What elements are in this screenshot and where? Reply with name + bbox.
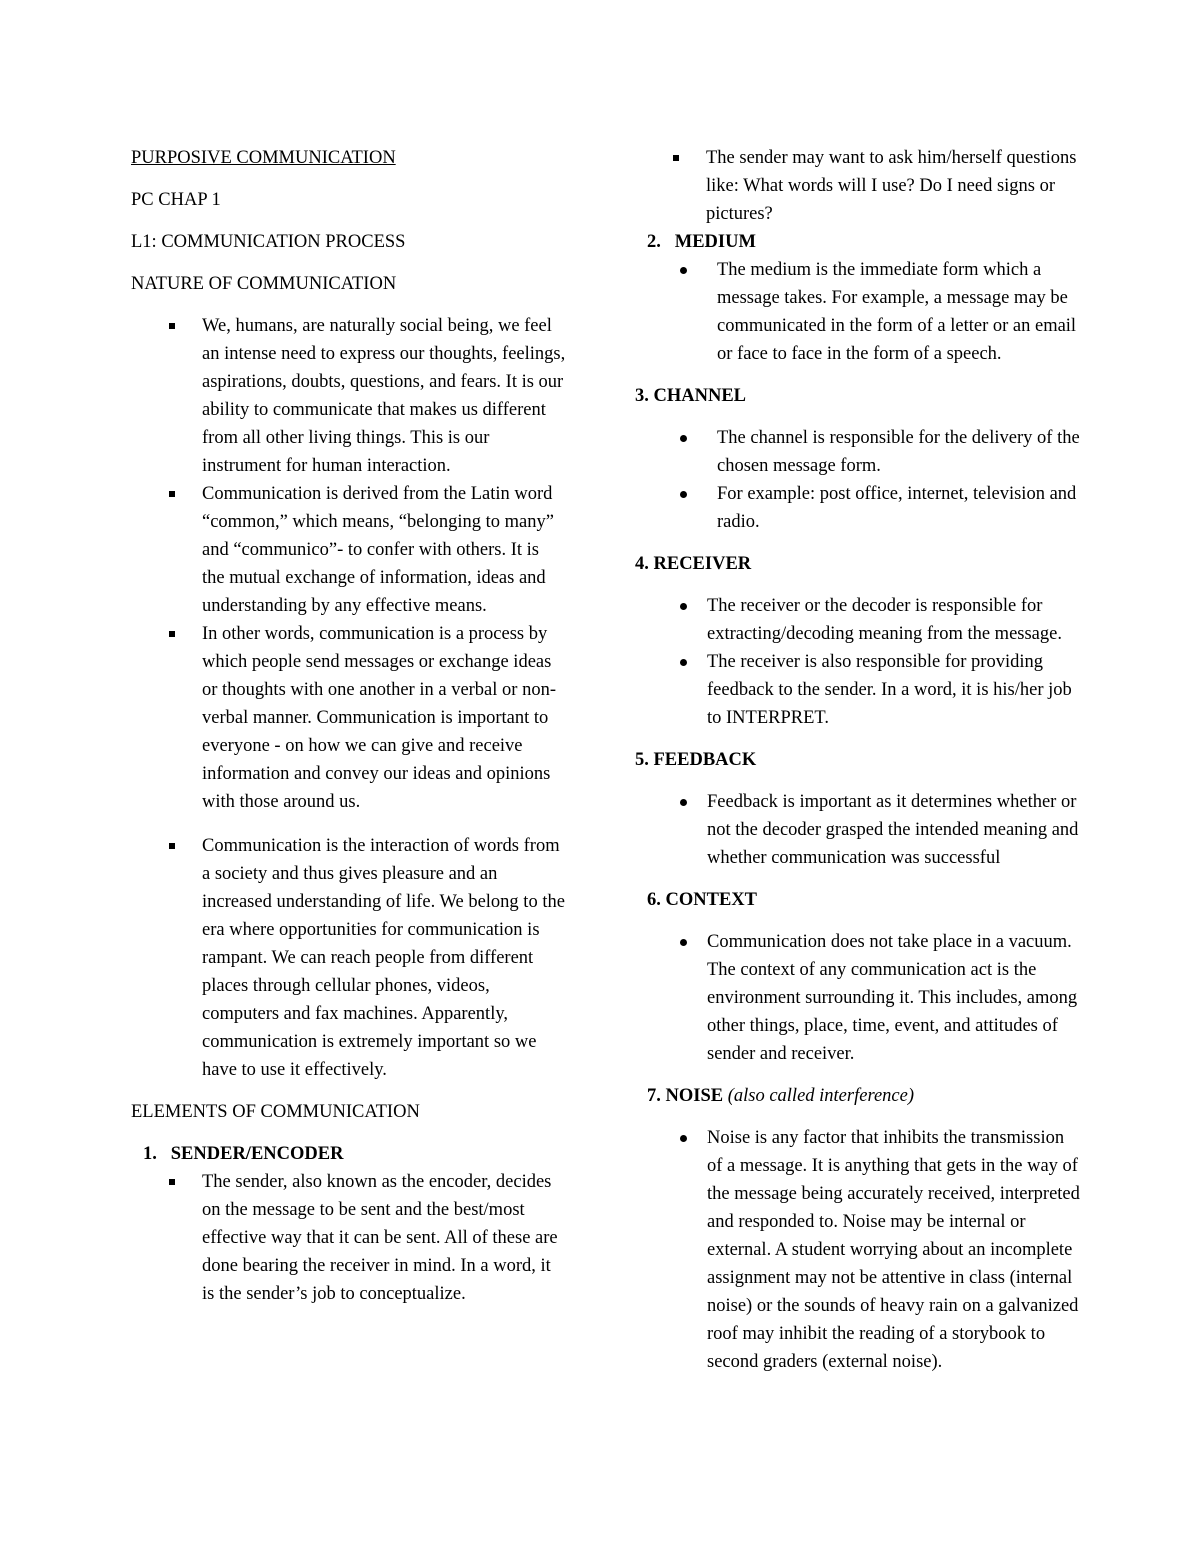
document-title: PURPOSIVE COMMUNICATION [131, 148, 396, 168]
list-item: Feedback is important as it determines whether or not the decoder grasped the intended meaning and whether communication was successful [635, 788, 1080, 872]
chapter-label: PC CHAP 1 [131, 190, 221, 210]
list-item: Noise is any factor that inhibits the transmission of a message. It is anything that gets in the way of the message being accurately received, interpreted and responded to. Noise may be internal or external. A student worrying about an incomplete assignment may not be attentive in class (internal noise) or the sounds of heavy rain on a galvanized roof may inhibit the reading of a storybook to second graders (external noise). [635, 1124, 1080, 1376]
list-item: In other words, communication is a process by which people send messages or exchange ideas or thoughts with one another in a verbal or non-verbal manner. Communication is important to everyone - on how we can give and receive information and convey our ideas and opinions with those around us. [131, 620, 566, 816]
list-item: The channel is responsible for the delivery of the chosen message form. [635, 424, 1080, 480]
list-item: Communication does not take place in a vacuum. The context of any communication act is the environment surrounding it. This includes, among other things, place, time, event, and attitudes of sender and receiver. [635, 928, 1080, 1068]
lesson-title: L1: COMMUNICATION PROCESS [131, 232, 406, 252]
sender-list [131, 1168, 566, 1308]
list-item: The receiver is also responsible for providing feedback to the sender. In a word, it is his/her job to INTERPRET. [635, 648, 1080, 732]
left-column [131, 144, 566, 1308]
receiver-heading: 4. RECEIVER [635, 554, 752, 574]
receiver-list [635, 592, 1080, 732]
medium-list [635, 256, 1080, 368]
list-item: The receiver or the decoder is responsible for extracting/decoding meaning from the message. [635, 592, 1080, 648]
list-item: Communication is the interaction of words from a society and thus gives pleasure and an increased understanding of life. We belong to the era where opportunities for communication is rampant. We can reach people from different places through cellular phones, videos, computers and fax machines. Apparently, communication is extremely important so we have to use it effectively. [131, 832, 566, 1084]
elements-heading: ELEMENTS OF COMMUNICATION [131, 1102, 420, 1122]
nature-list [131, 312, 566, 1084]
channel-heading: 3. CHANNEL [635, 386, 747, 406]
sender-list-continued [635, 144, 1080, 228]
right-column [635, 144, 1080, 1376]
noise-note: (also called interference) [727, 1086, 915, 1106]
list-item: We, humans, are naturally social being, we feel an intense need to express our thoughts, feelings, aspirations, doubts, questions, and fears. It is our ability to communicate that makes us different from all other living things. This is our instrument for human interaction. [131, 312, 566, 480]
context-heading: 6. CONTEXT [647, 890, 757, 910]
noise-heading: 7. NOISE [647, 1086, 724, 1106]
noise-list [635, 1124, 1080, 1376]
context-list [635, 928, 1080, 1068]
list-item: The sender may want to ask him/herself questions like: What words will I use? Do I need signs or pictures? [635, 144, 1080, 228]
feedback-heading: 5. FEEDBACK [635, 750, 757, 770]
list-item: For example: post office, internet, television and radio. [635, 480, 1080, 536]
medium-heading: 2. MEDIUM [647, 232, 756, 252]
channel-list [635, 424, 1080, 536]
list-item: The sender, also known as the encoder, decides on the message to be sent and the best/most effective way that it can be sent. All of these are done bearing the receiver in mind. In a word, it is the sender’s job to conceptualize. [131, 1168, 566, 1308]
list-item: Communication is derived from the Latin word “common,” which means, “belonging to many” and “communico”- to confer with others. It is the mutual exchange of information, ideas and understanding by any effective means. [131, 480, 566, 620]
list-item: The medium is the immediate form which a message takes. For example, a message may be communicated in the form of a letter or an email or face to face in the form of a speech. [635, 256, 1080, 368]
feedback-list [635, 788, 1080, 872]
noise-heading-line [635, 1082, 1080, 1110]
nature-heading: NATURE OF COMMUNICATION [131, 274, 397, 294]
sender-heading: 1. SENDER/ENCODER [143, 1144, 344, 1164]
